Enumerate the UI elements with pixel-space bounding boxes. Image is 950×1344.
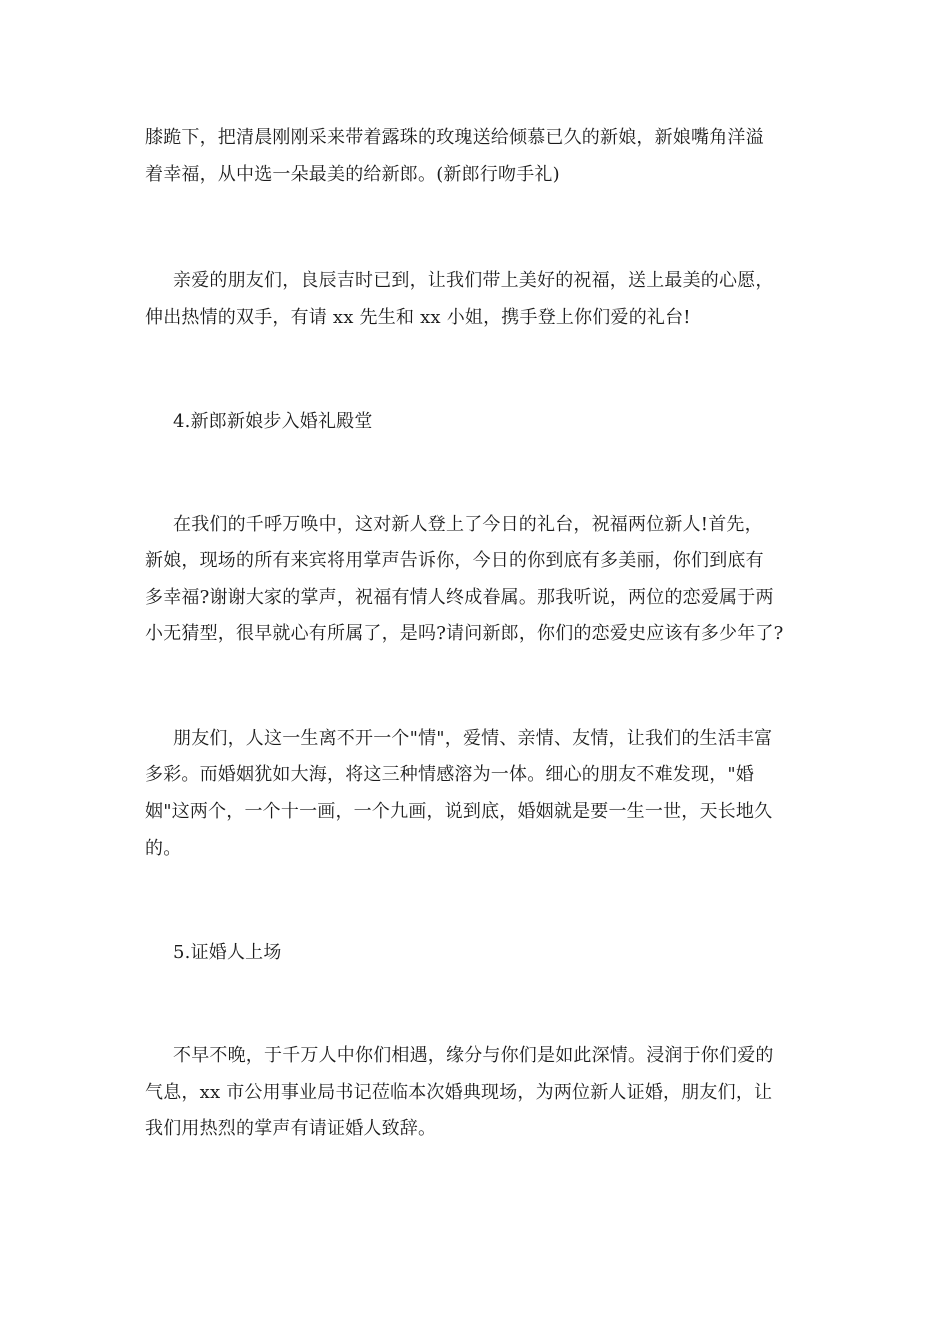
text-line: 小无猜型，很早就心有所属了，是吗?请问新郎，你们的恋爱史应该有多少年了?: [145, 623, 784, 644]
text-line: 在我们的千呼万唤中，这对新人登上了今日的礼台，祝福两位新人!首先，: [173, 514, 763, 535]
text-line: 膝跪下，把清晨刚刚采来带着露珠的玫瑰送给倾慕已久的新娘，新娘嘴角洋溢: [145, 127, 764, 148]
text-line: 伸出热情的双手，有请 xx 先生和 xx 小姐，携手登上你们爱的礼台!: [145, 307, 691, 328]
text-line: 的。: [145, 838, 182, 859]
text-line: 气息，xx 市公用事业局书记莅临本次婚典现场，为两位新人证婚，朋友们，让: [145, 1082, 773, 1103]
section-heading-5: 5.证婚人上场: [173, 942, 282, 963]
text-line: 多幸福?谢谢大家的掌声，祝福有情人终成眷属。那我听说，两位的恋爱属于两: [145, 587, 774, 608]
section-heading-4: 4.新郎新娘步入婚礼殿堂: [173, 411, 373, 432]
text-line: 亲爱的朋友们，良辰吉时已到，让我们带上美好的祝福，送上最美的心愿，: [173, 270, 774, 291]
text-line: 新娘，现场的所有来宾将用掌声告诉你，今日的你到底有多美丽，你们到底有: [145, 550, 764, 571]
text-line: 姻"这两个，一个十一画，一个九画，说到底，婚姻就是要一生一世，天长地久: [145, 801, 773, 822]
text-line: 不早不晚，于千万人中你们相遇，缘分与你们是如此深情。浸润于你们爱的: [173, 1045, 774, 1066]
text-line: 着幸福，从中选一朵最美的给新郎。(新郎行吻手礼): [145, 164, 560, 185]
text-line: 我们用热烈的掌声有请证婚人致辞。: [145, 1118, 437, 1139]
text-line: 多彩。而婚姻犹如大海，将这三种情感溶为一体。细心的朋友不难发现，"婚: [145, 764, 755, 785]
text-line: 朋友们，人这一生离不开一个"情"，爱情、亲情、友情，让我们的生活丰富: [173, 728, 773, 749]
